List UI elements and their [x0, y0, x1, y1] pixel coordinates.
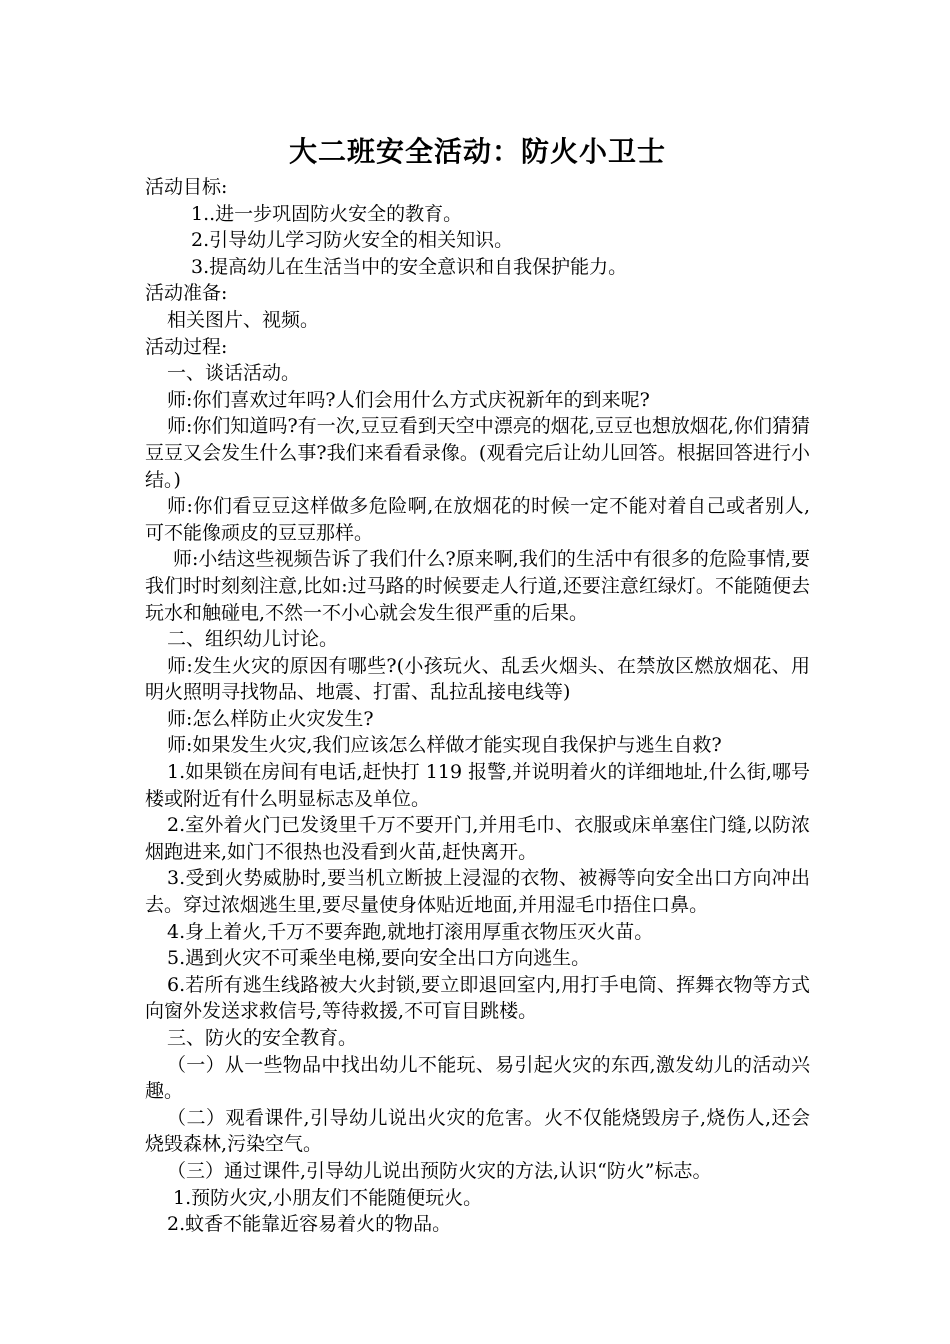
paragraph: （二）观看课件,引导幼儿说出火灾的危害。火不仅能烧毁房子,烧伤人,还会烧毁森林,污染空气。	[145, 1106, 810, 1156]
document-page	[145, 132, 810, 1238]
document-title: 大二班安全活动：防火小卫士	[288, 135, 666, 168]
paragraph: 师:你们看豆豆这样做多危险啊,在放烟花的时候一定不能对着自己或者别人,可不能像顽皮的豆豆那样。	[145, 495, 810, 544]
paragraph: 2.室外着火门已发烫里千万不要开门,并用毛巾、衣服或床单塞住门缝,以防浓烟跑进来,如门不很热也没看到火苗,赶快离开。	[145, 814, 810, 863]
paragraph: （一）从一些物品中找出幼儿不能玩、易引起火灾的东西,激发幼儿的活动兴趣。	[145, 1053, 810, 1103]
paragraph: 师:你们知道吗?有一次,豆豆看到天空中漂亮的烟花,豆豆也想放烟花,你们猜猜豆豆又会发生什么事?我们来看看录像。(观看完后让幼儿回答。根据回答进行小结。)	[145, 415, 810, 491]
paragraph: 师:小结这些视频告诉了我们什么?原来啊,我们的生活中有很多的危险事情,要我们时时刻刻注意,比如:过马路的时候要走人行道,还要注意红绿灯。不能随便去玩水和触碰电,不然一不小心就会发生很严重的后果。	[145, 548, 810, 624]
paragraph: 4.身上着火,千万不要奔跑,就地打滚用厚重衣物压灭火苗。	[167, 920, 654, 943]
paragraph: 活动准备:	[145, 282, 228, 305]
paragraph: 师:你们喜欢过年吗?人们会用什么方式庆祝新年的到来呢?	[167, 388, 650, 411]
paragraph: 师:如果发生火灾,我们应该怎么样做才能实现自我保护与逃生自救?	[167, 734, 722, 757]
paragraph: 1.如果锁在房间有电话,赶快打 119 报警,并说明着火的详细地址,什么街,哪号楼或附近有什么明显标志及单位。	[145, 761, 810, 810]
paragraph: 师:怎么样防止火灾发生?	[167, 707, 374, 730]
document-body	[145, 174, 810, 1238]
paragraph: （三）通过课件,引导幼儿说出预防火灾的方法,认识“防火”标志。	[167, 1159, 712, 1182]
paragraph: 二、组织幼儿讨论。	[167, 628, 339, 651]
paragraph: 1..进一步巩固防火安全的教育。	[191, 202, 463, 225]
paragraph: 相关图片、视频。	[167, 308, 320, 331]
paragraph: 5.遇到火灾不可乘坐电梯,要向安全出口方向逃生。	[167, 947, 591, 970]
paragraph: 活动目标:	[145, 176, 228, 198]
paragraph: 1.预防火灾,小朋友们不能随便玩火。	[173, 1186, 483, 1209]
paragraph: 活动过程:	[145, 335, 228, 358]
paragraph: 2.蚊香不能靠近容易着火的物品。	[167, 1213, 452, 1236]
paragraph: 师:发生火灾的原因有哪些?(小孩玩火、乱丢火烟头、在禁放区燃放烟花、用明火照明寻找物品、地震、打雷、乱拉乱接电线等)	[145, 654, 810, 704]
paragraph: 3.受到火势威胁时,要当机立断披上浸湿的衣物、被褥等向安全出口方向冲出去。穿过浓烟逃生里,要尽量使身体贴近地面,并用湿毛巾捂住口鼻。	[145, 867, 810, 917]
paragraph: 2.引导幼儿学习防火安全的相关知识。	[191, 229, 514, 252]
paragraph: 一、谈话活动。	[167, 362, 301, 385]
paragraph: 3.提高幼儿在生活当中的安全意识和自我保护能力。	[191, 255, 628, 278]
paragraph: 6.若所有逃生线路被大火封锁,要立即退回室内,用打手电筒、挥舞衣物等方式向窗外发送求救信号,等待救援,不可盲目跳楼。	[145, 973, 810, 1023]
paragraph: 三、防火的安全教育。	[167, 1027, 358, 1049]
